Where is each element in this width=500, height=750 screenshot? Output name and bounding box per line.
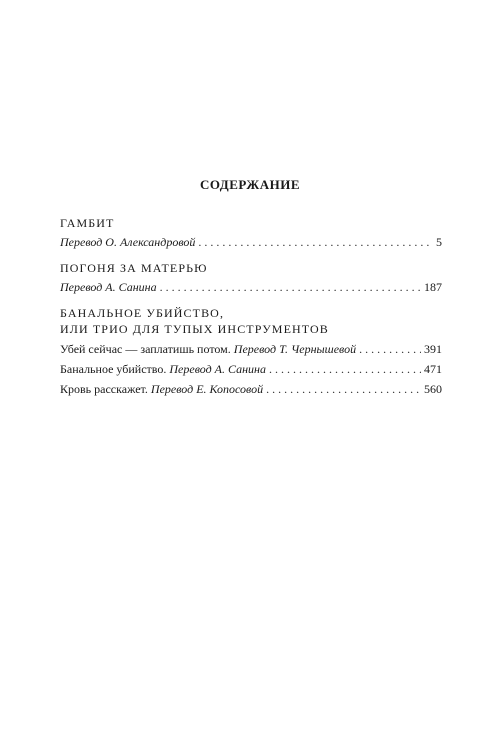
- section-title-line-2: ИЛИ ТРИО ДЛЯ ТУПЫХ ИНСТРУМЕНТОВ: [60, 322, 329, 336]
- story-title: Банальное убийство.: [60, 362, 167, 376]
- translator-credit: Перевод Т. Чернышевой: [233, 342, 357, 356]
- toc-entry[interactable]: [60, 234, 442, 250]
- toc-section-gambit: [60, 215, 442, 250]
- translator-credit: Перевод А. Санина: [169, 362, 266, 376]
- entry-label: [60, 279, 157, 295]
- toc-heading: СОДЕРЖАНИЕ: [199, 177, 301, 192]
- entry-label: [60, 381, 263, 397]
- entry-label: [60, 234, 195, 250]
- entry-label: [60, 341, 356, 357]
- story-title: Убей сейчас — заплатишь потом.: [60, 342, 231, 356]
- translator-credit: Перевод А. Санина: [60, 280, 157, 294]
- translator-credit: Перевод Е. Копосовой: [150, 382, 264, 396]
- page-number: 471: [424, 362, 442, 376]
- section-title: ГАМБИТ: [60, 216, 115, 230]
- entry-label: [60, 361, 266, 377]
- toc-entry[interactable]: [60, 279, 442, 295]
- toc-entry[interactable]: [60, 341, 442, 357]
- translator-credit: Перевод О. Александровой: [60, 235, 196, 249]
- page-number: 187: [424, 280, 442, 294]
- section-title-line-1: БАНАЛЬНОЕ УБИЙСТВО,: [60, 306, 225, 320]
- page-number: 391: [424, 342, 442, 356]
- section-title: ПОГОНЯ ЗА МАТЕРЬЮ: [60, 261, 208, 275]
- dot-leader: [266, 381, 421, 397]
- dot-leader: [198, 234, 433, 250]
- dot-leader: [359, 341, 421, 357]
- dot-leader: [269, 361, 421, 377]
- story-title: Кровь расскажет.: [60, 382, 148, 396]
- page-number: 5: [436, 235, 442, 249]
- toc-section-pursuit: [60, 260, 442, 295]
- toc-entry[interactable]: [60, 381, 442, 397]
- sub-entries: [60, 341, 442, 397]
- toc-entry[interactable]: [60, 361, 442, 377]
- page-number: 560: [424, 382, 442, 396]
- toc-section-banal-murder: [60, 305, 442, 397]
- table-of-contents: [60, 215, 442, 407]
- dot-leader: [160, 279, 421, 295]
